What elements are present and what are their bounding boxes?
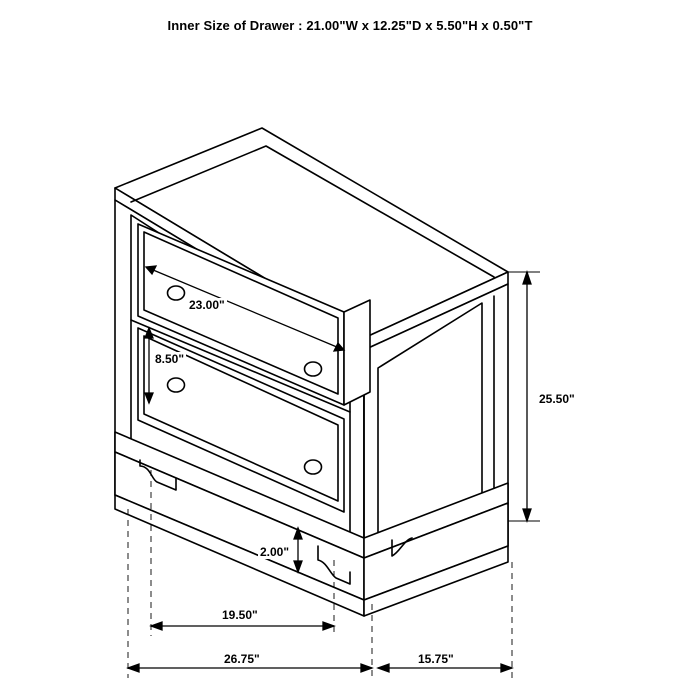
dimension-label-overall-depth: 15.75" bbox=[418, 652, 454, 666]
dimension-label-drawer-width: 23.00" bbox=[189, 298, 225, 312]
page-title: Inner Size of Drawer : 21.00"W x 12.25"D x 5.50"H x 0.50"T bbox=[167, 18, 533, 33]
dimension-label-base-clearance: 2.00" bbox=[260, 545, 290, 559]
dimension-label-overall-height: 25.50" bbox=[539, 392, 575, 406]
dimension-overall-height bbox=[508, 272, 540, 521]
dimension-label-leg-span: 19.50" bbox=[222, 608, 258, 622]
dimension-label-drawer-height: 8.50" bbox=[155, 352, 185, 366]
dimension-label-overall-width: 26.75" bbox=[224, 652, 260, 666]
